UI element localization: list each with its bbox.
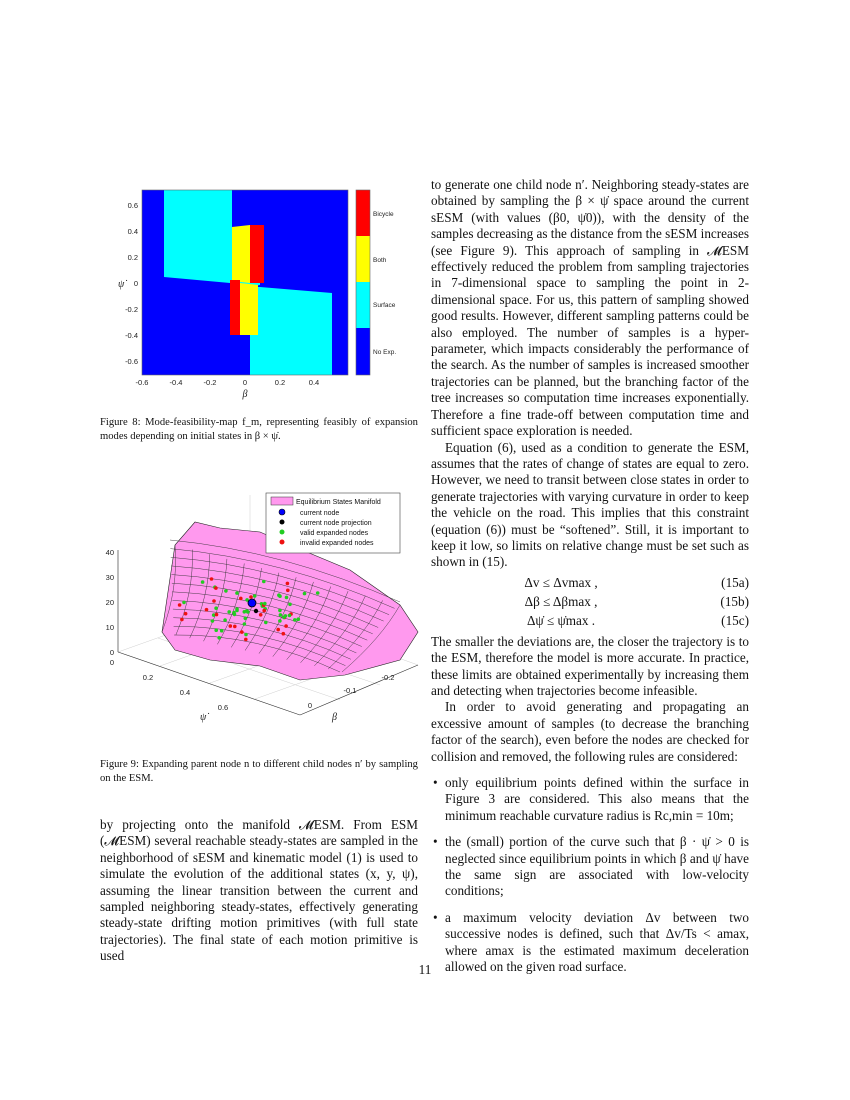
- valid-node-marker: [264, 621, 268, 625]
- legend-bicycle: Bicycle: [373, 211, 394, 218]
- valid-node-marker: [244, 633, 248, 637]
- x-tick: -0.2: [381, 673, 395, 682]
- caption-label: Figure 8:: [100, 417, 141, 428]
- invalid-node-marker: [259, 613, 263, 617]
- invalid-node-marker: [262, 609, 266, 613]
- valid-node-marker: [316, 591, 320, 595]
- equation-text: Δv ≤ Δvmax ,: [524, 574, 598, 590]
- x-tick: 0.2: [274, 378, 286, 387]
- legend-swatch-projection: [280, 520, 285, 525]
- x-tick: -0.6: [135, 378, 149, 387]
- invalid-node-marker: [239, 597, 243, 601]
- y-tick: 0.4: [127, 227, 138, 236]
- legend-current-node: current node: [300, 510, 340, 517]
- legend-esm: Equilibrium States Manifold: [296, 499, 381, 506]
- z-tick: 30: [105, 573, 114, 582]
- valid-node-marker: [235, 607, 239, 611]
- legend-projection: current node projection: [300, 520, 372, 527]
- equation-number: (15c): [721, 612, 749, 628]
- legend-valid: valid expanded nodes: [300, 530, 369, 537]
- legend-swatch-current: [279, 509, 285, 515]
- invalid-node-marker: [212, 599, 216, 603]
- figure-9-legend: [266, 493, 400, 553]
- valid-node-marker: [227, 610, 231, 614]
- colorbar: [356, 190, 370, 375]
- valid-node-marker: [223, 618, 227, 622]
- current-node-marker: [248, 599, 256, 607]
- invalid-node-marker: [240, 630, 244, 634]
- z-tick: 40: [105, 548, 114, 557]
- paragraph: by projecting onto the manifold 𝓜ESM. From ESM (𝓜ESM) several reachable steady-states are sampled in the neighborhood of sESM and kinematic model (1) is used to simulate the evolution of the additional states (x, y, ψ), assuming the linear transition between the current and sampled neighboring steady-states, effectively generating steady-state drifting motion primitives (with full state trajectories). The final state of each motion primitive is used: [100, 817, 418, 964]
- valid-node-marker: [297, 617, 301, 621]
- invalid-node-marker: [229, 624, 233, 628]
- page-number: 11: [418, 962, 432, 977]
- y-ticks: [110, 658, 228, 712]
- z-tick: 20: [105, 598, 114, 607]
- valid-node-marker: [262, 580, 266, 584]
- colorbar-labels: [373, 211, 396, 356]
- invalid-node-marker: [184, 612, 188, 616]
- both-region-upper: [232, 225, 250, 283]
- y-tick: -0.6: [125, 357, 138, 366]
- valid-node-marker: [243, 610, 247, 614]
- x-axis-label: β: [332, 712, 337, 723]
- caption-text: Mode-feasibility-map f_m, representing feasibly of expansion modes depending on initial states in β × ψ̇.: [100, 417, 418, 442]
- y-axis-label: ψ̇: [118, 279, 125, 290]
- x-tick: 0.4: [308, 378, 320, 387]
- legend-swatch-invalid: [280, 540, 285, 545]
- figure-9: [100, 490, 425, 725]
- y-tick: -0.2: [125, 305, 138, 314]
- x-axis-label: β: [242, 389, 248, 400]
- y-tick: 0.4: [179, 688, 191, 697]
- valid-node-marker: [303, 592, 307, 596]
- invalid-node-marker: [282, 632, 286, 636]
- list-item: • the (small) portion of the curve such that β · ψ̇ > 0 is neglected since equilibrium points in which β and ψ̇ have the same sign are associated with low-velocity conditions;: [431, 834, 749, 900]
- x-tick: 0: [307, 701, 313, 710]
- equation-15a: [431, 575, 749, 594]
- valid-node-marker: [279, 613, 283, 617]
- valid-node-marker: [288, 603, 292, 607]
- valid-node-marker: [253, 594, 257, 598]
- paragraph: The smaller the deviations are, the closer the trajectory is to the ESM, therefore the model is more accurate. In practice, these limits are obtained experimentally by increasing them and detecting when trajectories become infeasible.: [431, 633, 749, 698]
- valid-node-marker: [278, 619, 282, 623]
- valid-node-marker: [285, 596, 289, 600]
- legend-surface: Surface: [373, 302, 396, 309]
- figure-8-caption: [100, 416, 418, 443]
- z-ticks: [106, 548, 114, 657]
- bicycle-region-upper: [250, 225, 264, 283]
- list-item: • a maximum velocity deviation Δv between two successive nodes is defined, such that Δv/Ts < amax, where amax is the estimated maximum deceleration allowed on the given road surface.: [431, 910, 749, 976]
- x-tick: -0.2: [203, 378, 217, 387]
- x-ticks: [308, 673, 395, 710]
- equation-number: (15b): [720, 593, 749, 609]
- list-item: • only equilibrium points defined within the surface in Figure 3 are considered. This also means that the minimum reachable curvature radius is Rc,min = 10m;: [431, 775, 749, 824]
- valid-node-marker: [278, 609, 282, 613]
- esm-surface-plot: [100, 490, 425, 725]
- right-column: [431, 177, 749, 985]
- valid-node-marker: [284, 614, 288, 618]
- equation-15c: [431, 613, 749, 632]
- invalid-node-marker: [178, 603, 182, 607]
- valid-node-marker: [243, 622, 247, 626]
- valid-node-marker: [182, 601, 186, 605]
- y-tick: 0: [133, 279, 138, 288]
- invalid-node-marker: [286, 589, 290, 593]
- equation-text: Δψ̇ ≤ ψ̇max .: [526, 612, 596, 628]
- current-node-projection-marker: [254, 609, 258, 613]
- paragraph: Equation (6), used as a condition to generate the ESM, assumes that the rates of change of states are equal to zero. However, we need to transit between close states in order to generate trajectories with varying curvature in order to keep the vehicle on the road. This implies that this constraint (equation (6)) must be “softened”. Still, it is important to keep it low, so limits on relative change must be set such as shown in (15).: [431, 439, 749, 570]
- y-tick: 0.6: [127, 201, 138, 210]
- valid-node-marker: [214, 606, 218, 610]
- x-tick: 0: [242, 378, 248, 387]
- invalid-node-marker: [284, 624, 288, 628]
- z-tick: 10: [105, 623, 114, 632]
- valid-node-marker: [220, 629, 224, 633]
- valid-node-marker: [211, 619, 215, 623]
- equation-block: [431, 575, 749, 632]
- equation-text: Δβ ≤ Δβmax ,: [524, 593, 598, 609]
- y-tick: 0.6: [217, 703, 229, 712]
- equation-number: (15a): [721, 574, 749, 590]
- invalid-node-marker: [214, 586, 218, 590]
- caption-label: Figure 9:: [100, 759, 139, 770]
- y-axis-label: ψ̇: [200, 712, 207, 723]
- invalid-node-marker: [233, 625, 237, 629]
- paragraph: to generate one child node n′. Neighboring steady-states are obtained by sampling the β × ψ̇ space around the current sESM (with values (β0, ψ̇0)), with the density of the samples decreasing as the distance from the sESM increases (see Figure 9). This approach of sampling in 𝓜ESM effectively reduced the problem from sampling trajectories in 7-dimensional space to sampling the point in 2-dimensional space. For us, this pattern of sampling showed good results. However, different sampling patterns could be also employed. The number of samples is a hyper-parameter, which impacts considerably the performance of the search. As the number of samples is increased smoother trajectories can be planned, but the branching factor of the tree increases so computation time increases exponentially. Therefore a fine trade-off between computation time and sufficient space exploration is needed.: [431, 177, 749, 439]
- mode-feasibility-map: [100, 185, 420, 405]
- left-column-text: [100, 817, 418, 965]
- legend-swatch-esm: [271, 497, 293, 505]
- valid-node-marker: [235, 591, 239, 595]
- y-tick: 0: [109, 658, 115, 667]
- y-ticks: [125, 201, 138, 366]
- x-ticks: [136, 378, 320, 387]
- caption-text: Expanding parent node n to different child nodes n′ by sampling on the ESM.: [100, 759, 418, 784]
- valid-node-marker: [217, 636, 221, 640]
- bicycle-region-lower: [230, 280, 240, 335]
- valid-node-marker: [214, 628, 218, 632]
- invalid-node-marker: [205, 608, 209, 612]
- figure-9-caption: [100, 758, 418, 785]
- valid-node-marker: [288, 614, 292, 618]
- invalid-node-marker: [215, 613, 219, 617]
- legend-both: Both: [373, 257, 387, 264]
- figure-8: [100, 185, 420, 405]
- valid-node-marker: [201, 580, 205, 584]
- invalid-node-marker: [276, 628, 280, 632]
- invalid-node-marker: [244, 638, 248, 642]
- invalid-node-marker: [210, 577, 214, 581]
- valid-node-marker: [244, 617, 248, 621]
- valid-node-marker: [278, 594, 282, 598]
- invalid-node-marker: [180, 618, 184, 622]
- z-tick: 0: [109, 648, 114, 657]
- invalid-node-marker: [249, 595, 253, 599]
- valid-node-marker: [224, 589, 228, 593]
- x-tick: -0.1: [343, 686, 357, 695]
- legend-no-exp: No Exp.: [373, 349, 397, 356]
- x-tick: -0.4: [169, 378, 183, 387]
- valid-node-marker: [293, 618, 297, 622]
- legend-invalid: invalid expanded nodes: [300, 540, 374, 547]
- rules-list: [431, 775, 749, 975]
- y-tick: -0.4: [125, 331, 138, 340]
- both-region-lower: [240, 283, 258, 335]
- y-tick: 0.2: [142, 673, 154, 682]
- equation-15b: [431, 594, 749, 613]
- paragraph: In order to avoid generating and propagating an excessive amount of samples (to decrease the branching factor of the search), even before the nodes are checked for collision and removed, the following rules are considered:: [431, 699, 749, 764]
- valid-node-marker: [233, 613, 237, 617]
- legend-swatch-valid: [280, 530, 285, 535]
- y-tick: 0.2: [127, 253, 138, 262]
- valid-node-marker: [263, 602, 267, 606]
- invalid-node-marker: [286, 582, 290, 586]
